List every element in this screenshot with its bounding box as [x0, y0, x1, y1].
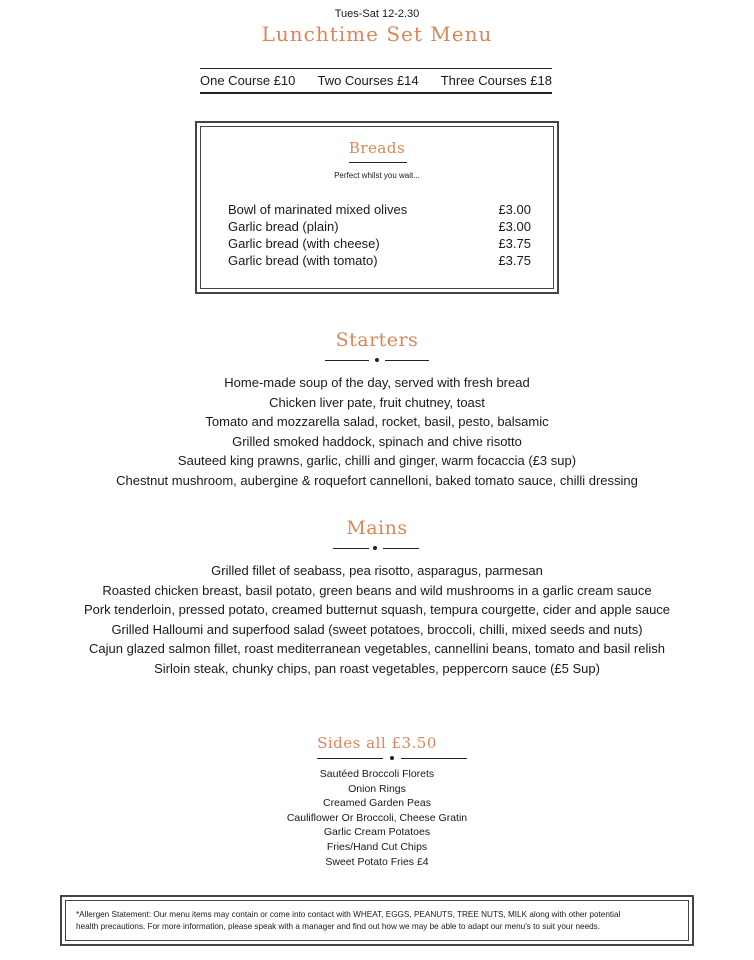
mains-list: [0, 561, 754, 679]
bread-item-name: Garlic bread (with cheese): [228, 236, 380, 251]
main-item: Pork tenderloin, pressed potato, creamed butternut squash, tempura courgette, cider and apple sauce: [83, 602, 671, 618]
allergen-box: [60, 895, 694, 946]
starters-divider: [325, 357, 431, 365]
mains-divider: [333, 545, 419, 553]
bread-item: [228, 218, 531, 235]
bread-item: [228, 201, 531, 218]
breads-box: [195, 121, 559, 294]
allergen-line-1: *Allergen Statement: Our menu items may contain or come into contact with WHEAT, EGGS, PEANUTS, TREE NUTS, MILK along with other potential: [76, 910, 621, 919]
side-item: Sautéed Broccoli Florets: [319, 768, 435, 780]
bread-item-price: £3.00: [498, 202, 531, 217]
sides-list: [0, 767, 754, 869]
starter-item: Home-made soup of the day, served with fresh bread: [224, 375, 530, 390]
bread-item-name: Bowl of marinated mixed olives: [228, 202, 408, 217]
sides-divider: [317, 755, 467, 763]
price-one-course: One Course £10: [200, 73, 296, 88]
starter-item: Tomato and mozzarella salad, rocket, basil, pesto, balsamic: [205, 414, 549, 430]
side-item: Garlic Cream Potatoes: [323, 826, 431, 839]
bread-item-price: £3.00: [498, 219, 531, 234]
breads-inner-frame: [200, 126, 554, 289]
allergen-inner-frame: [65, 900, 689, 941]
service-hours: Tues-Sat 12-2.30: [334, 8, 420, 20]
bread-item-price: £3.75: [498, 236, 531, 251]
bread-item-name: Garlic bread (with tomato): [228, 253, 378, 268]
side-item: Cauliflower Or Broccoli, Cheese Gratin: [286, 811, 468, 824]
page-title: Lunchtime Set Menu: [261, 22, 493, 46]
breads-title-rule: [349, 162, 407, 163]
price-two-courses: Two Courses £14: [317, 73, 419, 88]
side-item: Sweet Potato Fries £4: [325, 855, 429, 868]
main-item: Sirloin steak, chunky chips, pan roast vegetables, peppercorn sauce (£5 Sup): [154, 660, 600, 676]
breads-subtitle: Perfect whilst you wait...: [334, 171, 420, 180]
main-item: Grilled fillet of seabass, pea risotto, asparagus, parmesan: [211, 563, 543, 578]
bread-item-price: £3.75: [498, 253, 531, 268]
starter-item: Chestnut mushroom, aubergine & roquefort cannelloni, baked tomato sauce, chilli dressing: [116, 472, 638, 488]
side-item: Onion Rings: [348, 782, 406, 795]
main-item: Roasted chicken breast, basil potato, green beans and wild mushrooms in a garlic cream sauce: [102, 582, 652, 598]
allergen-line-2: health precautions. For more information, please speak with a manager and find out how we may be able to adapt our menu's to suit your needs.: [76, 922, 601, 931]
sides-title: Sides all £3.50: [317, 734, 437, 752]
price-three-courses: Three Courses £18: [440, 73, 552, 88]
side-item: Creamed Garden Peas: [323, 797, 431, 810]
starter-item: Chicken liver pate, fruit chutney, toast: [269, 394, 485, 410]
starter-item: Grilled smoked haddock, spinach and chive risotto: [232, 433, 522, 449]
bread-item: [228, 235, 531, 252]
main-item: Grilled Halloumi and superfood salad (sweet potatoes, broccoli, chilli, mixed seeds and nuts): [111, 621, 643, 637]
starters-title: Starters: [335, 329, 419, 351]
bread-item-name: Garlic bread (plain): [228, 219, 339, 234]
breads-title: Breads: [348, 139, 406, 157]
starter-item: Sauteed king prawns, garlic, chilli and ginger, warm focaccia (£3 sup): [177, 453, 577, 469]
course-prices-bar: [200, 68, 552, 94]
bread-item: [228, 252, 531, 269]
mains-title: Mains: [346, 517, 408, 539]
breads-list: [228, 201, 531, 269]
side-item: Fries/Hand Cut Chips: [326, 840, 428, 853]
starters-list: [0, 373, 754, 491]
main-item: Cajun glazed salmon fillet, roast mediterranean vegetables, cannellini beans, tomato and basil relish: [89, 641, 665, 657]
